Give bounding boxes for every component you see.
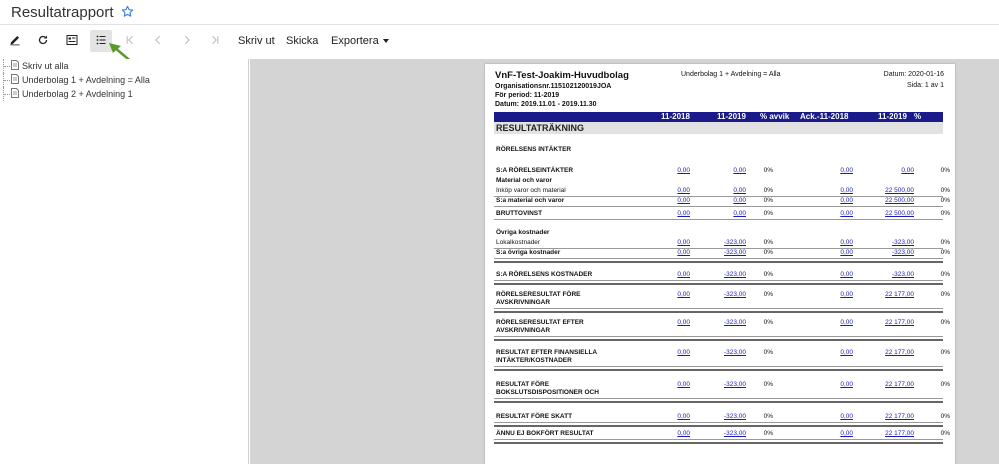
- refresh-button[interactable]: [32, 30, 54, 52]
- deviation-value: 0%: [763, 167, 773, 174]
- deviation-value: 0%: [940, 187, 950, 194]
- deviation-value: 0%: [763, 249, 773, 256]
- title-bar: [0, 0, 999, 25]
- amount-link[interactable]: 22 500,00: [885, 210, 914, 217]
- deviation-value: 0%: [940, 349, 950, 356]
- report-page-number: Sida: 1 av 1: [907, 82, 944, 89]
- row-divider: [494, 311, 943, 313]
- chevron-right-icon: [182, 35, 192, 48]
- amount-link[interactable]: 0,00: [901, 167, 914, 174]
- row-label: S:A RÖRELSEINTÄKTER: [496, 167, 574, 174]
- amount-link[interactable]: 0,00: [840, 381, 853, 388]
- row-label-continued: AVSKRIVNINGAR: [496, 327, 551, 334]
- deviation-value: 0%: [763, 210, 773, 217]
- amount-link[interactable]: -323,00: [891, 271, 914, 278]
- row-divider: [494, 422, 943, 423]
- deviation-value: 0%: [763, 239, 773, 246]
- amount-link[interactable]: 22 177,00: [885, 381, 914, 388]
- amount-link[interactable]: 22 177,00: [885, 413, 914, 420]
- print-preview-button[interactable]: [61, 30, 83, 52]
- row-label: S:a material och varor: [496, 197, 565, 204]
- amount-link[interactable]: 0,00: [677, 319, 690, 326]
- amount-link[interactable]: 0,00: [840, 413, 853, 420]
- export-label: Exportera: [331, 35, 379, 47]
- row-label: RESULTAT EFTER FINANSIELLA: [496, 349, 598, 356]
- row-label: Material och varor: [496, 177, 552, 184]
- deviation-value: 0%: [763, 187, 773, 194]
- column-header: 11-2019: [878, 112, 907, 121]
- tree-item-print-all[interactable]: [3, 59, 69, 73]
- row-label: RÖRELSERESULTAT EFTER: [496, 319, 584, 326]
- row-divider: [494, 439, 943, 440]
- row-divider: [494, 283, 943, 285]
- amount-link[interactable]: -323,00: [723, 430, 746, 437]
- row-divider: [494, 336, 943, 337]
- amount-link[interactable]: 0,00: [677, 413, 690, 420]
- report-period: För period: 11-2019: [495, 92, 560, 99]
- tree-item-label: Underbolag 1 + Avdelning = Alla: [22, 75, 150, 85]
- toolbar: [0, 28, 999, 54]
- previous-page-button[interactable]: [147, 30, 169, 52]
- row-divider: [494, 258, 943, 259]
- row-divider: [494, 261, 943, 263]
- amount-link[interactable]: -323,00: [723, 349, 746, 356]
- section-title: RESULTATRÄKNING: [494, 122, 943, 134]
- deviation-value: 0%: [763, 349, 773, 356]
- tree-item-label: Underbolag 2 + Avdelning 1: [22, 89, 133, 99]
- row-label-continued: AVSKRIVNINGAR: [496, 299, 551, 306]
- row-label: S:a övriga kostnader: [496, 249, 561, 256]
- row-label-continued: BOKSLUTSDISPOSITIONER OCH: [496, 389, 599, 396]
- row-divider: [494, 308, 943, 309]
- deviation-value: 0%: [940, 291, 950, 298]
- pencil-icon: [9, 34, 21, 49]
- refresh-icon: [37, 34, 49, 49]
- tree-item-underbolag-2[interactable]: [3, 87, 133, 101]
- row-label: RÖRELSENS INTÄKTER: [496, 146, 572, 153]
- row-divider: [494, 280, 943, 281]
- amount-link[interactable]: 0,00: [677, 381, 690, 388]
- row-label: RESULTAT FÖRE: [496, 381, 550, 388]
- column-header: 11-2019: [717, 112, 746, 121]
- deviation-value: 0%: [763, 381, 773, 388]
- print-button[interactable]: Skriv ut: [238, 35, 275, 47]
- row-label: RÖRELSERESULTAT FÖRE: [496, 291, 581, 298]
- deviation-value: 0%: [940, 271, 950, 278]
- report-page: [485, 64, 955, 464]
- amount-link[interactable]: -323,00: [723, 249, 746, 256]
- export-dropdown[interactable]: [327, 30, 393, 52]
- amount-link[interactable]: -323,00: [891, 249, 914, 256]
- amount-link[interactable]: 0,00: [840, 430, 853, 437]
- row-label: Övriga kostnader: [496, 229, 550, 236]
- amount-link[interactable]: 0,00: [677, 349, 690, 356]
- row-divider: [494, 369, 943, 371]
- amount-link[interactable]: 0,00: [677, 239, 690, 246]
- last-page-button[interactable]: [204, 30, 226, 52]
- deviation-value: 0%: [940, 239, 950, 246]
- tree-item-underbolag-1[interactable]: [3, 73, 150, 87]
- amount-link[interactable]: 0,00: [840, 271, 853, 278]
- amount-link[interactable]: 22 177,00: [885, 349, 914, 356]
- tree-item-label: Skriv ut alla: [22, 61, 69, 71]
- deviation-value: 0%: [940, 430, 950, 437]
- deviation-value: 0%: [940, 413, 950, 420]
- star-outline-icon[interactable]: [121, 5, 134, 20]
- row-divider: [494, 425, 943, 427]
- row-label-continued: INTÄKTER/KOSTNADER: [496, 357, 572, 364]
- deviation-value: 0%: [940, 381, 950, 388]
- amount-link[interactable]: -323,00: [891, 239, 914, 246]
- row-divider: [494, 206, 943, 207]
- row-divider: [494, 339, 943, 341]
- deviation-value: 0%: [763, 430, 773, 437]
- row-divider: [494, 398, 943, 399]
- amount-link[interactable]: -323,00: [723, 271, 746, 278]
- row-divider: [494, 442, 943, 444]
- amount-link[interactable]: 0,00: [733, 187, 746, 194]
- deviation-value: 0%: [763, 413, 773, 420]
- amount-link[interactable]: 22 500,00: [885, 197, 914, 204]
- caret-down-icon: [383, 39, 389, 43]
- amount-link[interactable]: -323,00: [723, 413, 746, 420]
- amount-link[interactable]: 0,00: [733, 210, 746, 217]
- deviation-value: 0%: [763, 319, 773, 326]
- amount-link[interactable]: -323,00: [723, 239, 746, 246]
- row-divider: [494, 219, 943, 220]
- document-icon: [11, 60, 19, 72]
- amount-link[interactable]: -323,00: [723, 291, 746, 298]
- row-label: RESULTAT FÖRE SKATT: [496, 413, 573, 420]
- amount-link[interactable]: 0,00: [677, 187, 690, 194]
- deviation-value: 0%: [940, 249, 950, 256]
- amount-link[interactable]: -323,00: [723, 381, 746, 388]
- row-label: ÄNNU EJ BOKFÖRT RESULTAT: [496, 430, 594, 437]
- amount-link[interactable]: 0,00: [677, 210, 690, 217]
- column-header: %: [914, 112, 922, 121]
- amount-link[interactable]: 0,00: [677, 167, 690, 174]
- row-label: Lokalkostnader: [496, 239, 541, 246]
- amount-link[interactable]: 0,00: [677, 249, 690, 256]
- next-page-button[interactable]: [176, 30, 198, 52]
- document-icon: [11, 88, 19, 100]
- deviation-value: 0%: [763, 271, 773, 278]
- amount-link[interactable]: 0,00: [840, 210, 853, 217]
- row-label: S:A RÖRELSENS KOSTNADER: [496, 271, 593, 278]
- row-label: Inköp varor och material: [496, 187, 566, 194]
- column-header: 11-2018: [661, 112, 690, 121]
- amount-link[interactable]: 0,00: [840, 239, 853, 246]
- amount-link[interactable]: 0,00: [840, 349, 853, 356]
- deviation-value: 0%: [940, 167, 950, 174]
- document-icon: [11, 74, 19, 86]
- amount-link[interactable]: 0,00: [840, 319, 853, 326]
- amount-link[interactable]: 0,00: [840, 249, 853, 256]
- column-header-band: [494, 112, 943, 122]
- amount-link[interactable]: 0,00: [677, 197, 690, 204]
- report-orgnr: Organisationsnr.115102120019JOA: [495, 83, 612, 90]
- amount-link[interactable]: 0,00: [840, 197, 853, 204]
- amount-link[interactable]: 0,00: [840, 187, 853, 194]
- row-divider: [494, 401, 943, 403]
- report-date: Datum: 2020-01-16: [883, 71, 944, 78]
- amount-link[interactable]: 0,00: [840, 167, 853, 174]
- report-filter: Underbolag 1 + Avdelning = Alla: [681, 71, 781, 78]
- deviation-value: 0%: [940, 210, 950, 217]
- amount-link[interactable]: 0,00: [733, 167, 746, 174]
- amount-link[interactable]: 22 177,00: [885, 319, 914, 326]
- deviation-value: 0%: [940, 319, 950, 326]
- amount-link[interactable]: 0,00: [677, 291, 690, 298]
- report-preview-pane[interactable]: [250, 59, 999, 464]
- amount-link[interactable]: 22 500,00: [885, 187, 914, 194]
- last-page-icon: [210, 35, 220, 48]
- amount-link[interactable]: 22 177,00: [885, 430, 914, 437]
- amount-link[interactable]: -323,00: [723, 319, 746, 326]
- report-view-icon: [66, 34, 78, 49]
- report-tree-panel: [0, 59, 249, 464]
- column-header: % avvik: [760, 112, 790, 121]
- amount-link[interactable]: 0,00: [677, 271, 690, 278]
- chevron-left-icon: [153, 35, 163, 48]
- report-company: VnF-Test-Joakim-Huvudbolag: [495, 70, 629, 81]
- row-label: BRUTTOVINST: [496, 210, 543, 217]
- deviation-value: 0%: [940, 197, 950, 204]
- amount-link[interactable]: 0,00: [840, 291, 853, 298]
- amount-link[interactable]: 0,00: [733, 197, 746, 204]
- amount-link[interactable]: 0,00: [677, 430, 690, 437]
- report-date-range: Datum: 2019.11.01 - 2019.11.30: [495, 101, 597, 108]
- send-button[interactable]: Skicka: [286, 35, 319, 47]
- page-title: Resultatrapport: [11, 3, 114, 21]
- deviation-value: 0%: [763, 291, 773, 298]
- amount-link[interactable]: 22 177,00: [885, 291, 914, 298]
- edit-button[interactable]: [4, 30, 26, 52]
- row-divider: [494, 366, 943, 367]
- column-header: Ack.-11-2018: [800, 112, 849, 121]
- deviation-value: 0%: [763, 197, 773, 204]
